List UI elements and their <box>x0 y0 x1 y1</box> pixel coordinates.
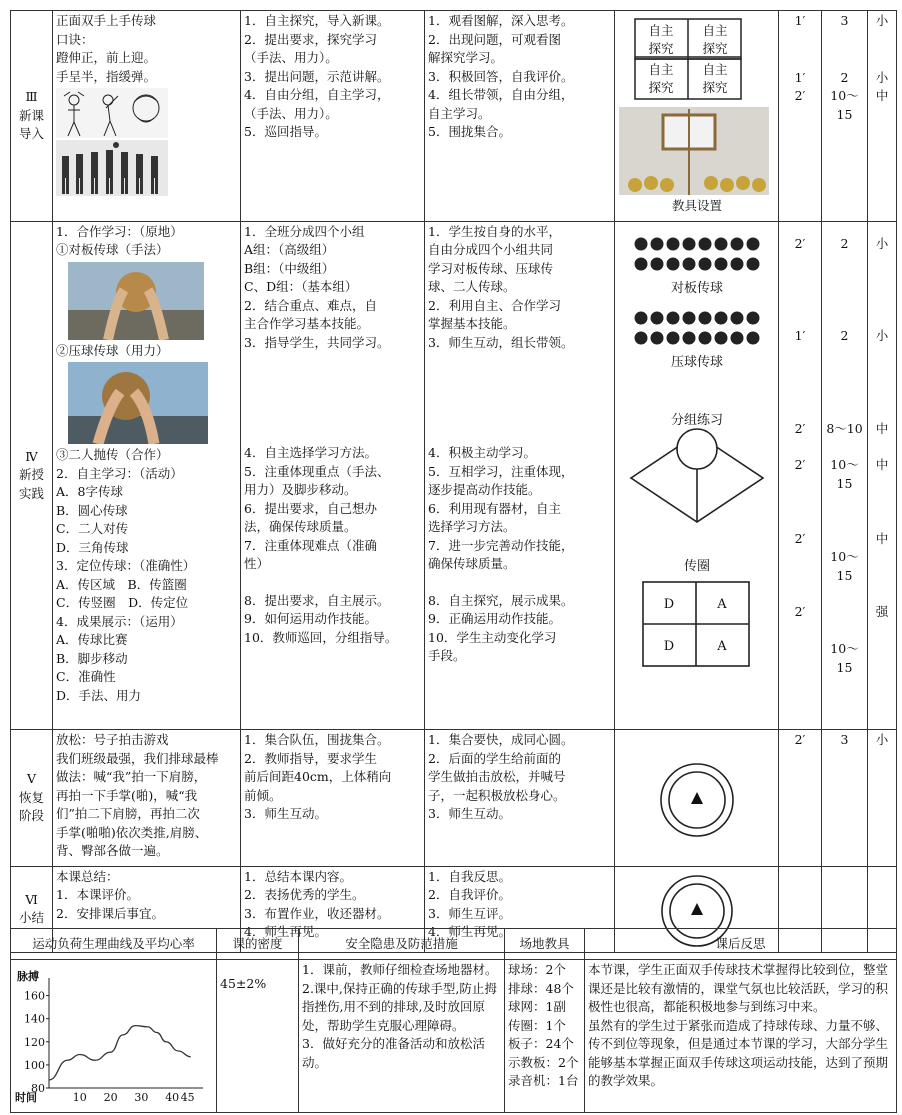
content-line: 2．自主学习：（活动） <box>56 465 183 481</box>
student-dot <box>731 331 744 344</box>
formation-label: 传圈 <box>683 558 711 574</box>
time-value: 2′ <box>794 604 806 619</box>
grid-text: 自主 <box>648 23 674 38</box>
teacher-line: A组：（高级组） <box>244 242 335 257</box>
student-dot <box>747 331 760 344</box>
y-tick-label: 120 <box>24 1035 45 1049</box>
section-3-time <box>779 11 822 222</box>
reflection-paragraph: 本节课，学生正面双手传球技术掌握得比较到位，整堂课还是比较有激情的，课堂气氛也比较活跃，学习的积极性也很高，都能积极地参与到练习中来。 <box>588 962 889 1014</box>
intensity-value: 中 <box>875 420 889 436</box>
concentric-circle-formation <box>615 730 779 860</box>
student-line: 学生做拍击放松，并喊号 <box>428 769 566 784</box>
heart-rate-line <box>49 1026 191 1080</box>
x-tick-label: 30 <box>134 1091 149 1104</box>
content-line: A．传球比赛 <box>56 632 128 647</box>
student-dot <box>699 237 712 250</box>
section-3-title-2: 导入 <box>18 126 44 141</box>
teacher-line: 6．提出要求，自己想办 <box>244 500 377 516</box>
density-text: 45±2% <box>220 976 267 991</box>
intensity-value: 小 <box>875 69 889 85</box>
teacher-line: 主合作学习基本技能。 <box>244 316 370 331</box>
section-5-label <box>11 730 53 867</box>
student-dot <box>667 237 680 250</box>
section-3-teacher <box>241 11 425 222</box>
student-dot <box>667 311 680 324</box>
student-line: 7．进一步完善动作技能， <box>428 537 574 553</box>
section-5-numeral: Ⅴ <box>26 771 37 786</box>
section-4-count <box>822 221 868 730</box>
student-dot <box>651 331 664 344</box>
student-line: 3．师生互评。 <box>428 905 511 921</box>
section-4-student <box>425 221 615 730</box>
student-line: 2．自我评价。 <box>428 887 511 902</box>
teacher-line: 3．提出问题，示范讲解。 <box>244 68 390 84</box>
student-dot <box>683 237 696 250</box>
count-value: 2 <box>840 235 849 251</box>
intensity-value: 中 <box>875 457 889 472</box>
content-line: D．手法、用力 <box>56 687 142 703</box>
pass-sequence-photo <box>56 140 168 196</box>
content-line: A．传区域 B．传篮圈 <box>56 576 187 592</box>
content-line: 3．定位传球：（准确性） <box>56 558 196 573</box>
grid-letter: A <box>717 596 727 612</box>
intensity-value: 强 <box>875 604 889 619</box>
teacher-line: 性） <box>244 556 270 571</box>
section-5-teacher <box>241 730 425 867</box>
content-line: ②压球传球（用力） <box>56 342 169 358</box>
student-line: 自主学习。 <box>428 105 491 121</box>
grid-letter: A <box>717 638 727 654</box>
teacher-line: 前后间距40cm，上体稍向 <box>244 769 392 784</box>
intensity-value: 小 <box>875 13 889 28</box>
teacher-line: B组：（中级组） <box>244 260 335 276</box>
student-line: 9．正确运用动作技能。 <box>428 611 561 626</box>
student-dot <box>635 331 648 344</box>
content-line: C．二人对传 <box>56 521 129 536</box>
student-line: 确保传球质量。 <box>428 556 516 571</box>
section-4-organization <box>615 221 779 730</box>
student-line: 10．学生主动变化学习 <box>428 629 557 645</box>
section-3-student <box>425 11 615 222</box>
equipment-item: 录音机：1台 <box>508 1073 579 1088</box>
section-4-numeral: Ⅳ <box>25 448 38 464</box>
student-dot <box>715 257 728 270</box>
section-4-title-1: 新授 <box>18 467 44 482</box>
content-line: 我们班级最强，我们排球最棒 <box>56 750 219 766</box>
board-pass-photo <box>68 262 204 340</box>
teacher-line: 法，确保传球质量。 <box>244 519 357 534</box>
equipment-list <box>505 960 585 1113</box>
content-line: 手掌(啪啪)依次类推,肩膀、 <box>56 824 208 840</box>
teacher-line: 10．教师巡回，分组指导。 <box>244 629 398 645</box>
teacher-line: 4．师生再见。 <box>244 924 327 939</box>
section-3-organization <box>615 11 779 222</box>
intensity-value: 小 <box>875 732 889 747</box>
student-line: 4．积极主动学习。 <box>428 445 536 460</box>
formation-label: 压球传球 <box>670 354 724 370</box>
post-class-reflection <box>585 960 897 1113</box>
teacher-line: 4．自由分组，自主学习， <box>244 87 390 102</box>
student-line: 手段。 <box>428 648 466 663</box>
student-line: 1．集合要快，成同心圆。 <box>428 732 574 747</box>
student-line: 自由分成四个小组共同 <box>428 242 554 257</box>
grid-text: 探究 <box>648 41 674 56</box>
teacher-line: （手法、用力）。 <box>244 50 338 65</box>
student-dot <box>635 257 648 270</box>
student-line: 选择学习方法。 <box>428 519 516 534</box>
reflection-paragraph: 虽然有的学生过于紧张而造成了持球传球、力量不够、传不到位等现象，但是通过本节课的学习，大部分学生能够基本掌握正面双手传球这项运动技能，达到了预期的教学效果。 <box>588 1017 889 1088</box>
content-line: 再拍一下手掌(啪)，喊“我 <box>56 787 198 803</box>
section-5-student <box>425 730 615 867</box>
section-4-intensity <box>868 221 897 730</box>
formation-label: 分组练习 <box>670 412 724 428</box>
teacher-line: 前倾。 <box>244 787 282 803</box>
student-line: 球、二人传球。 <box>428 279 516 294</box>
teacher-line: 1．自主探究，导入新课。 <box>244 13 390 28</box>
header-reflection: 课后反思 <box>585 929 897 960</box>
time-value: 1′ <box>794 69 806 85</box>
student-dot <box>731 311 744 324</box>
equipment-item: 传圈：1个 <box>508 1017 566 1033</box>
student-line: 4．组长带领，自由分组， <box>428 87 574 102</box>
equipment-item: 板子：24个 <box>508 1036 574 1051</box>
time-value: 2′ <box>794 457 806 472</box>
student-line: 5．互相学习，注重体现， <box>428 463 574 479</box>
student-line: 3．积极回答，自我评价。 <box>428 68 574 84</box>
student-line: 2．出现问题，可观看图 <box>428 31 561 47</box>
student-dot <box>731 257 744 270</box>
pass-circle-grid <box>643 582 749 666</box>
student-dot <box>651 237 664 250</box>
student-dot <box>699 311 712 324</box>
section-3-row <box>11 11 897 222</box>
teacher-line: C、D组：（基本组） <box>244 279 358 294</box>
student-line: 1．自我反思。 <box>428 868 511 884</box>
section-3-count <box>822 11 868 222</box>
content-line: ①对板传球（手法） <box>56 242 169 257</box>
summary-header-row <box>11 929 897 960</box>
student-dot <box>747 311 760 324</box>
teacher-line: 3．师生互动。 <box>244 806 327 821</box>
section-4-teacher <box>241 221 425 730</box>
student-line: 逐步提高动作技能。 <box>428 482 541 497</box>
section-6-numeral: Ⅵ <box>25 891 38 907</box>
drill-formation-diagram <box>615 222 779 724</box>
student-dot <box>715 311 728 324</box>
teacher-line: 5．注重体现重点（手法、 <box>244 463 390 479</box>
student-dot <box>747 257 760 270</box>
header-density: 课的密度 <box>217 929 299 960</box>
section-5-row <box>11 730 897 867</box>
section-5-intensity <box>868 730 897 867</box>
student-dot <box>683 311 696 324</box>
content-line: ③二人抛传（合作） <box>56 447 169 462</box>
count-value: 2 <box>840 328 849 343</box>
teacher-line: 1．总结本课内容。 <box>244 868 352 884</box>
grid-text: 自主 <box>702 62 728 77</box>
student-line: 8．自主探究，展示成果。 <box>428 592 574 608</box>
student-dot <box>635 237 648 250</box>
y-axis-label: 脉搏 <box>17 970 39 983</box>
time-value: 2′ <box>794 732 806 747</box>
student-dot <box>635 311 648 324</box>
student-dot <box>667 257 680 270</box>
content-line: 放松：号子拍击游戏 <box>56 732 169 747</box>
content-line: D．三角传球 <box>56 539 129 555</box>
grid-letter: D <box>663 638 675 654</box>
section-5-title-2: 阶段 <box>18 808 44 823</box>
header-equipment: 场地教具 <box>505 929 585 960</box>
count-value: 3 <box>840 732 849 747</box>
count-value: 10～15 <box>830 457 859 491</box>
content-line: 正面双手上手传球 <box>56 13 157 28</box>
content-line: 蹬伸正，前上迎。 <box>56 50 157 65</box>
time-value: 2′ <box>794 88 806 103</box>
student-line: 3．师生互动，组长带领。 <box>428 334 574 350</box>
teacher-line: 5．巡回指导。 <box>244 124 327 139</box>
section-3-content <box>53 11 241 222</box>
student-dot <box>747 237 760 250</box>
section-5-organization <box>615 730 779 867</box>
content-line: 本课总结： <box>56 868 119 884</box>
intensity-value: 中 <box>875 88 889 103</box>
equipment-item: 排球：48个 <box>508 980 574 996</box>
x-tick-label: 20 <box>103 1091 118 1104</box>
count-value: 3 <box>840 13 849 28</box>
time-value: 2′ <box>794 420 806 436</box>
section-5-time <box>779 730 822 867</box>
density-value <box>217 960 299 1113</box>
count-value: 2 <box>840 69 849 85</box>
student-dot <box>715 237 728 250</box>
student-line: 1．学生按自身的水平， <box>428 223 561 239</box>
summary-table <box>10 928 897 1113</box>
safety-item: 2.课中,保持正确的传球手型,防止拇指挫伤,用不到的排球,及时放回原处，帮助学生克服心理障碍。 <box>302 980 497 1033</box>
section-5-title-1: 恢复 <box>18 789 44 805</box>
student-line: 6．利用现有器材，自主 <box>428 500 561 516</box>
content-line: 4．成果展示：（运用） <box>56 613 183 629</box>
section-3-intensity <box>868 11 897 222</box>
summary-body-row <box>11 960 897 1113</box>
student-line: 学习对板传球、压球传 <box>428 260 554 276</box>
x-tick-label: 10 <box>72 1091 87 1104</box>
student-dot <box>699 331 712 344</box>
content-line: A．8字传球 <box>56 484 123 499</box>
grid-text: 探究 <box>702 41 728 56</box>
student-line: 3．师生互动。 <box>428 806 511 821</box>
y-tick-label: 160 <box>24 989 45 1003</box>
student-dot <box>667 331 680 344</box>
student-dot <box>651 311 664 324</box>
header-safety: 安全隐患及防范措施 <box>299 929 505 960</box>
count-value: 10～15 <box>830 549 859 583</box>
y-tick-label: 80 <box>31 1082 45 1095</box>
content-line: 2．安排课后事宜。 <box>56 905 164 921</box>
lesson-plan-table <box>10 10 897 953</box>
teacher-triangle-icon <box>691 792 703 804</box>
equipment-item: 球场：2个 <box>508 962 566 977</box>
content-line: B．脚步移动 <box>56 650 128 666</box>
safety-measures <box>299 960 505 1113</box>
content-line: C．传竖圈 D．传定位 <box>56 595 189 610</box>
student-line: 解探究学习。 <box>428 50 504 65</box>
student-dot <box>731 237 744 250</box>
count-value: 10～15 <box>830 88 859 122</box>
formation-label: 对板传球 <box>670 280 724 296</box>
y-tick-label: 140 <box>24 1012 45 1026</box>
section-3-label <box>11 11 53 222</box>
grid-text: 自主 <box>648 62 674 77</box>
x-tick-label: 40 <box>165 1091 180 1104</box>
section-3-title-1: 新课 <box>18 107 44 123</box>
intensity-value: 中 <box>875 530 889 546</box>
heart-rate-chart <box>11 960 217 1106</box>
equipment-caption: 教具设置 <box>671 198 723 213</box>
teacher-line: 8．提出要求，自主展示。 <box>244 592 390 608</box>
teacher-line: 4．自主选择学习方法。 <box>244 445 377 460</box>
grid-letter: D <box>663 596 675 612</box>
pass-diagram-sketch <box>56 88 168 138</box>
content-line: B．圆心传球 <box>56 502 128 518</box>
time-value: 1′ <box>794 328 806 343</box>
content-line: C．准确性 <box>56 669 116 684</box>
intensity-value: 小 <box>875 235 889 251</box>
content-line: 口诀： <box>56 31 94 47</box>
content-line: 1．合作学习：（原地） <box>56 223 183 239</box>
student-line: 2．后面的学生给前面的 <box>428 750 561 766</box>
student-line: 5．围拢集合。 <box>428 124 511 139</box>
organization-diagram <box>615 11 779 215</box>
student-dot <box>651 257 664 270</box>
diamond-formation <box>631 429 763 522</box>
teacher-line: 2．结合重点、难点，自 <box>244 297 377 313</box>
grid-text: 自主 <box>702 23 728 38</box>
x-axis-label: 时间 <box>15 1091 37 1104</box>
heart-rate-chart-cell <box>11 960 217 1113</box>
teacher-line: 2．提出要求，探究学习 <box>244 31 377 47</box>
content-line: 做法：喊“我”拍一下肩膀， <box>56 769 207 784</box>
student-dot <box>699 257 712 270</box>
teacher-line: 3．布置作业，收还器材。 <box>244 905 390 921</box>
equipment-item: 球网：1副 <box>508 999 566 1014</box>
content-line: 背、臀部各做一遍。 <box>56 843 169 858</box>
student-dot <box>683 257 696 270</box>
student-line: 4．师生再见。 <box>428 924 511 939</box>
teacher-line: 9．如何运用动作技能。 <box>244 611 377 626</box>
safety-item: 3．做好充分的准备活动和放松活动。 <box>302 1036 485 1070</box>
section-4-title-2: 实践 <box>18 485 44 501</box>
section-4-content <box>53 221 241 730</box>
section-4-row <box>11 221 897 730</box>
teacher-line: 7．注重体现难点（准确 <box>244 537 377 553</box>
section-6-title: 小结 <box>18 910 44 926</box>
section-5-content <box>53 730 241 867</box>
time-value: 2′ <box>794 235 806 251</box>
student-dot <box>715 331 728 344</box>
teacher-line: 1．集合队伍，围拢集合。 <box>244 732 390 747</box>
teacher-line: （手法、用力）。 <box>244 105 338 121</box>
section-5-count <box>822 730 868 867</box>
safety-item: 1．课前，教师仔细检查场地器材。 <box>302 962 498 977</box>
section-4-label <box>11 221 53 730</box>
teacher-line: 2．教师指导，要求学生 <box>244 750 377 766</box>
grid-text: 探究 <box>702 80 728 95</box>
teacher-line: 3．指导学生，共同学习。 <box>244 334 390 350</box>
intensity-value: 小 <box>875 328 889 343</box>
student-line: 2．利用自主、合作学习 <box>428 297 561 313</box>
content-line: 手呈半，指缓弹。 <box>56 68 157 84</box>
time-value: 1′ <box>794 13 806 28</box>
student-dot <box>683 331 696 344</box>
student-line: 1．观看图解，深入思考。 <box>428 13 574 28</box>
equipment-item: 示教板：2个 <box>508 1054 579 1070</box>
grid-text: 探究 <box>648 80 674 95</box>
student-line: 子，一起积极放松身心。 <box>428 787 566 803</box>
time-value: 2′ <box>794 530 806 546</box>
content-line: 1．本课评价。 <box>56 887 139 902</box>
section-3-numeral: Ⅲ <box>25 89 38 104</box>
teacher-line: 2．表扬优秀的学生。 <box>244 887 365 902</box>
student-line: 掌握基本技能。 <box>428 316 516 331</box>
teacher-line: 用力）及脚步移动。 <box>244 482 357 497</box>
header-load-curve: 运动负荷生理曲线及平均心率 <box>11 929 217 960</box>
content-line: 们”拍二下肩膀，再拍二次 <box>56 806 200 821</box>
teacher-line: 1．全班分成四个小组 <box>244 223 365 239</box>
section-4-time <box>779 221 822 730</box>
press-pass-photo <box>68 362 208 444</box>
x-tick-label: 45 <box>180 1091 195 1104</box>
count-value: 10～15 <box>830 641 859 675</box>
teacher-triangle-icon <box>691 903 703 915</box>
count-value: 8～10 <box>826 420 863 436</box>
y-tick-label: 100 <box>24 1058 45 1072</box>
